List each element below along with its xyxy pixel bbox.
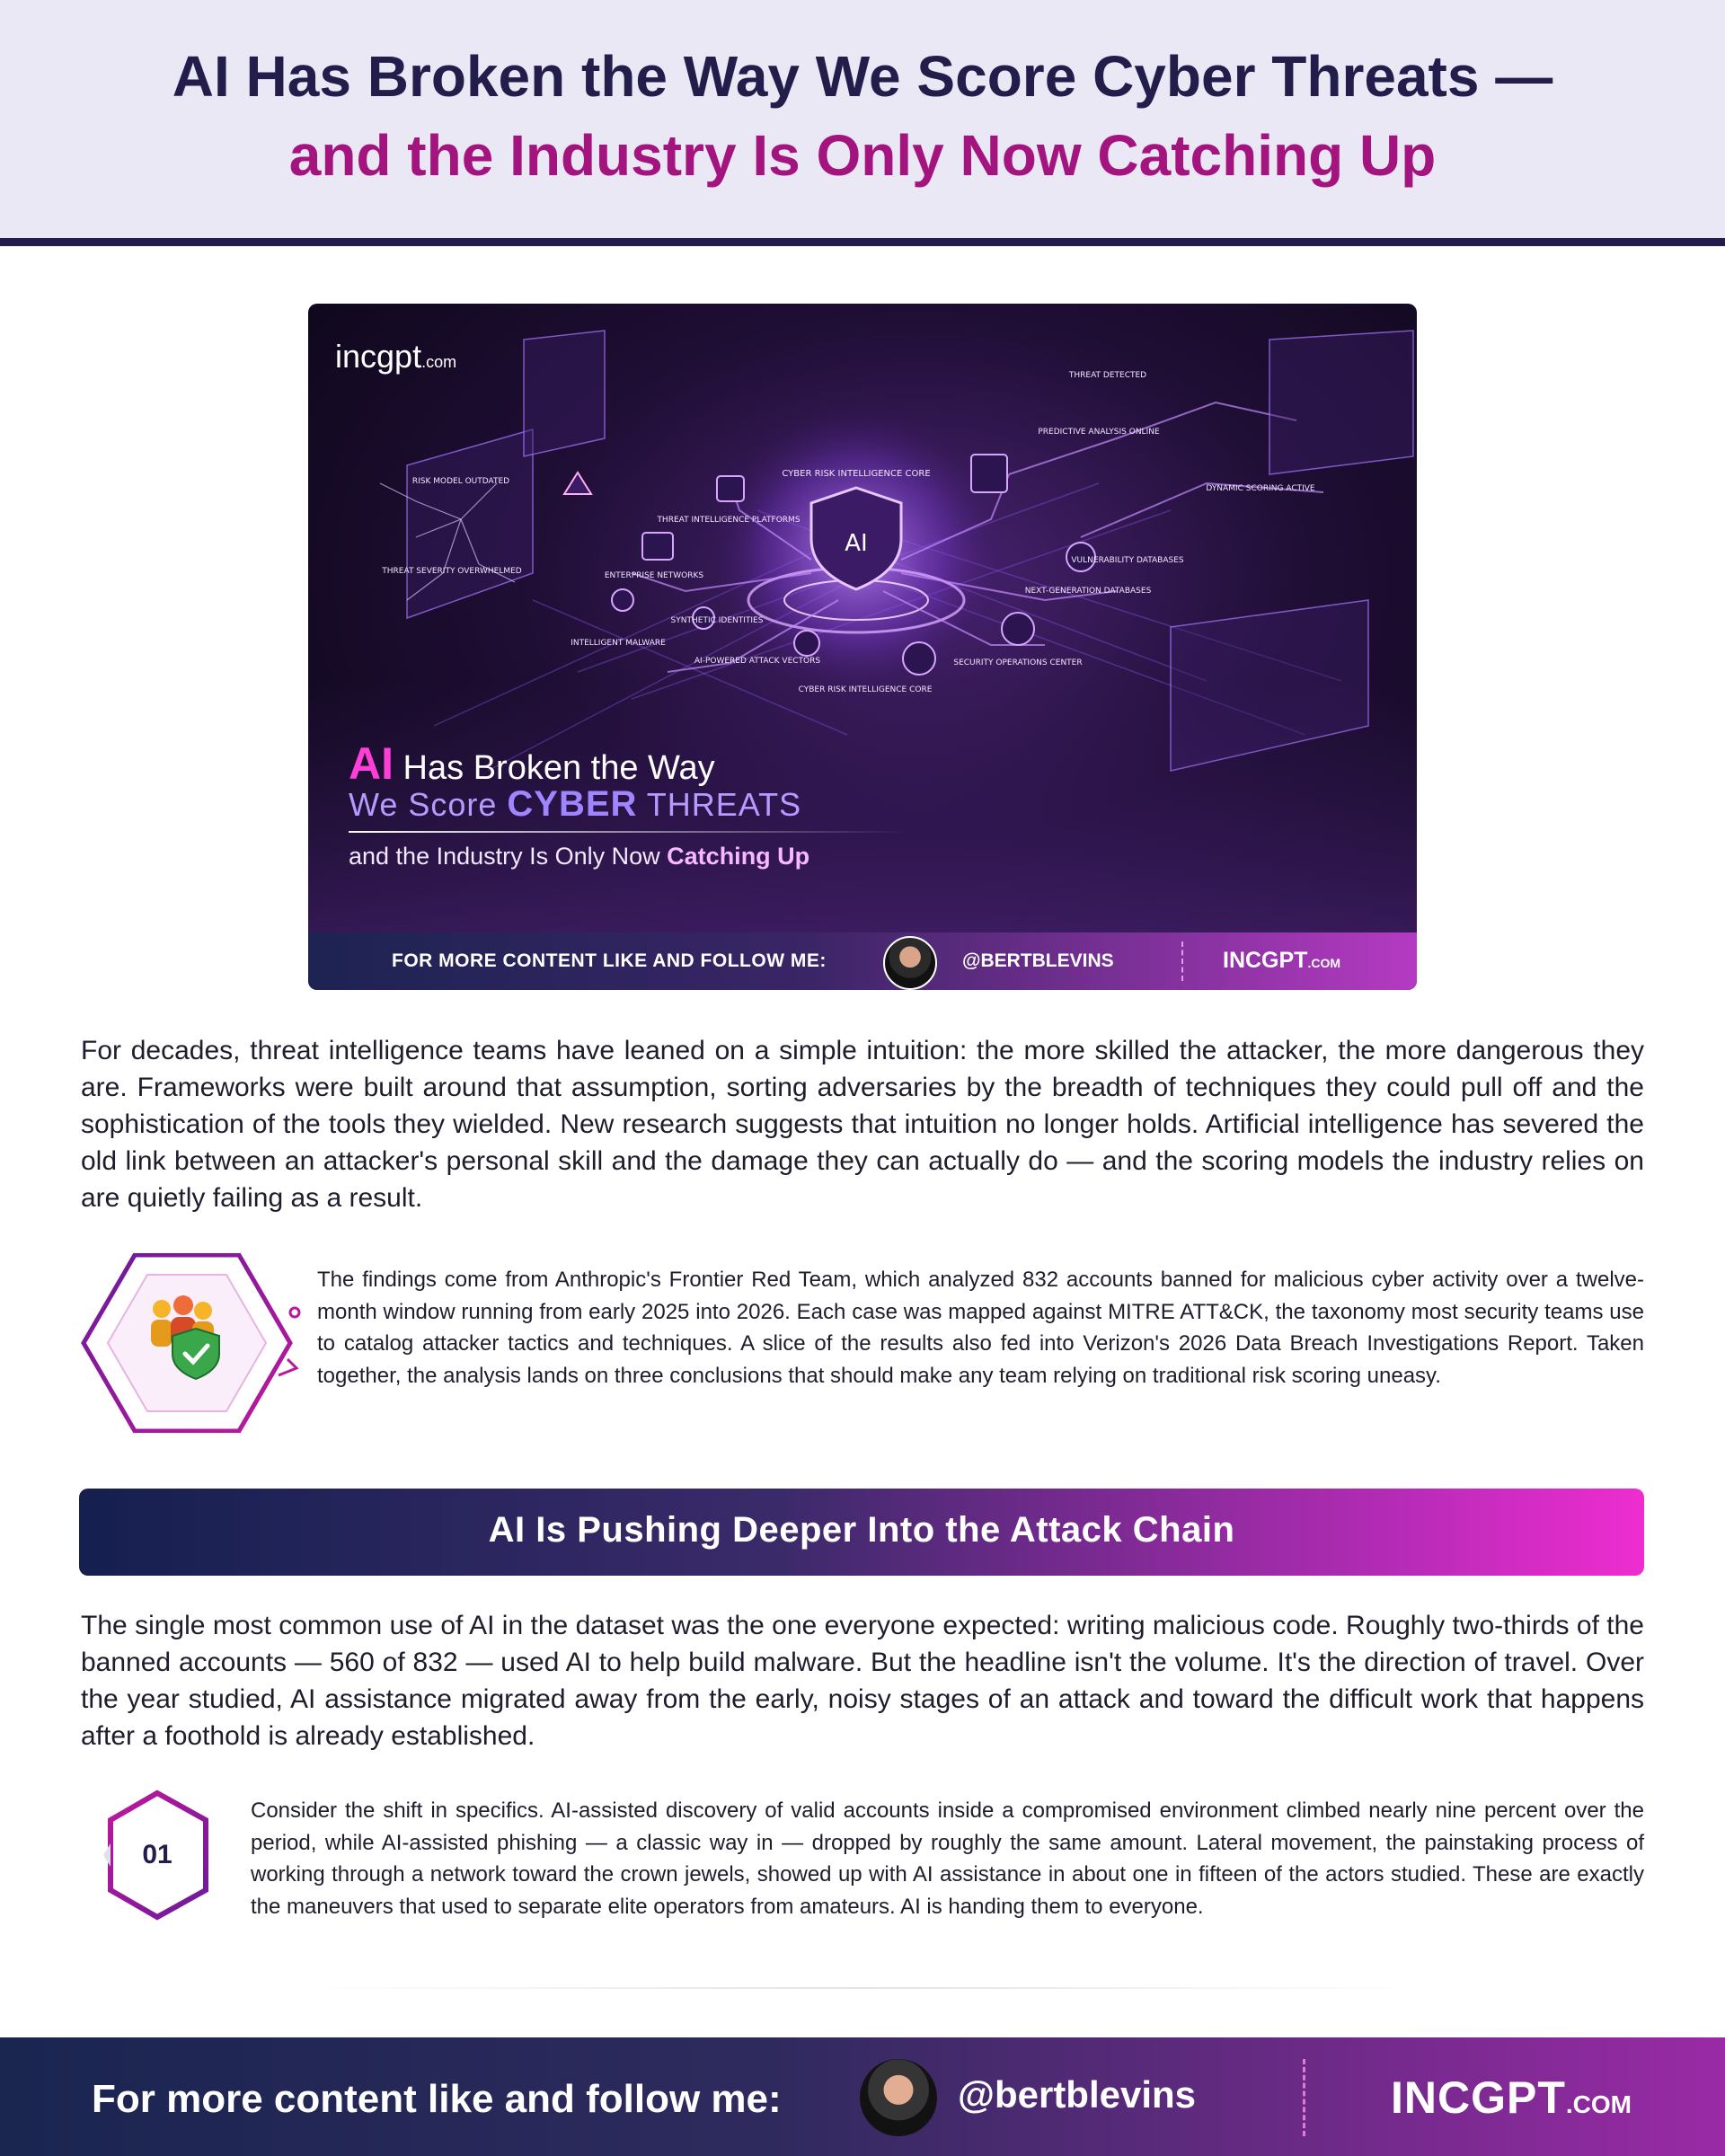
badge-number: 01 — [142, 1840, 172, 1869]
footer-handle-link[interactable]: @bertblevins — [958, 2073, 1197, 2116]
label-dynamic-scoring: DYNAMIC SCORING ACTIVE — [1206, 484, 1315, 493]
footer — [0, 2037, 1725, 2156]
footer-avatar — [860, 2059, 937, 2136]
node-ai-attack — [794, 631, 819, 656]
page-subtitle: and the Industry Is Only Now Catching Up — [288, 123, 1437, 188]
hero-title2-post: THREATS — [637, 786, 802, 823]
findings-paragraph: The findings come from Anthropic's Frontier Red Team, which analyzed 832 accounts banned for malicious cyber activity over a twelve-month window running from early 2025 into 2026. Each case was mapped against MITRE ATT&CK, the taxonomy most security teams use to catalog attacker tactics and techniques. A slice of the results also fed into Verizon's 2026 Data Breach Investigations Report. Taken together, the analysis lands on three conclusions that should make any team relying on traditional risk scoring uneasy. — [317, 1268, 1644, 1388]
hero-brand-text: INCGPT — [1223, 948, 1308, 973]
hero-brand-suffix: .COM — [1307, 956, 1341, 970]
node-malware — [612, 589, 633, 611]
cyber-network-illustration — [308, 304, 1417, 932]
node-soc — [903, 642, 935, 675]
hero-image — [308, 304, 1417, 990]
label-threat-severity: THREAT SEVERITY OVERWHELMED — [382, 567, 522, 576]
avatar — [883, 936, 937, 990]
node-threat-intel — [717, 476, 744, 501]
node-servers — [971, 455, 1007, 492]
hero-title-line2 — [349, 784, 801, 825]
label-core: CYBER RISK INTELLIGENCE CORE — [782, 469, 931, 479]
label-vuln-db: VULNERABILITY DATABASES — [1071, 556, 1184, 565]
footer-separator — [1303, 2059, 1305, 2136]
page-title: AI Has Broken the Way We Score Cyber Threats — — [172, 44, 1553, 109]
hero-handle[interactable]: @BERTBLEVINS — [962, 950, 1114, 971]
section-banner — [79, 1489, 1644, 1576]
core-ai-label: AI — [845, 530, 868, 557]
label-predictive: PREDICTIVE ANALYSIS ONLINE — [1038, 428, 1160, 437]
label-ai-attack: AI-POWERED ATTACK VECTORS — [694, 657, 821, 666]
label-synthetic: SYNTHETIC IDENTITIES — [670, 616, 764, 625]
footer-brand-text: INCGPT — [1391, 2072, 1566, 2123]
label-enterprise: ENTERPRISE NETWORKS — [604, 571, 704, 580]
label-threat-platforms: THREAT INTELLIGENCE PLATFORMS — [657, 516, 801, 525]
label-threat-detected: THREAT DETECTED — [1068, 371, 1147, 380]
hero-title-ai: AI — [349, 738, 394, 789]
hero-title2-pre: We Score — [349, 786, 508, 823]
footer-follow-text: For more content like and follow me: — [92, 2077, 782, 2121]
users-shield-icon — [79, 1253, 304, 1433]
hero-brand[interactable] — [1223, 948, 1340, 974]
hero-title2-bold: CYBER — [507, 784, 638, 824]
warning-icon — [564, 473, 591, 494]
hero-subtitle-pre: and the Industry Is Only Now — [349, 843, 668, 870]
hero-logo — [335, 338, 456, 376]
attack-chain-paragraph: The single most common use of AI in the dataset was the one everyone expected: writing malicious code. Roughly two-thirds of the banned accounts — 560 of 832 — used AI to help build malware. But the headline isn't the volume. It's the direction of travel. Over the year studied, AI assistance migrated away from the early, noisy stages of an attack and toward the difficult work that happens after a foothold is already established. — [81, 1611, 1644, 1751]
section-title: AI Is Pushing Deeper Into the Attack Chain — [488, 1510, 1235, 1550]
hero-follow-text: FOR MORE CONTENT LIKE AND FOLLOW ME: — [392, 950, 827, 971]
label-soc: SECURITY OPERATIONS CENTER — [953, 658, 1083, 667]
section-divider — [296, 1987, 1429, 1989]
label-malware: INTELLIGENT MALWARE — [571, 639, 666, 648]
hero-logo-suffix: .com — [421, 353, 457, 371]
hero-follow-bar — [308, 932, 1417, 990]
page-header — [0, 0, 1725, 238]
shift-paragraph: Consider the shift in specifics. AI-assisted discovery of valid accounts inside a compromised environment climbed nearly nine percent over the period, while AI-assisted phishing — a classic way in — dropped by roughly the same amount. Lateral movement, the painstaking process of working through a network toward the crown jewels, showed up with AI assistance in about one in fifteen of the actors studied. These are exactly the maneuvers that used to separate elite operators from amateurs. AI is handing them to everyone. — [251, 1798, 1644, 1919]
hero-title-line1 — [349, 738, 715, 790]
hero-subtitle — [349, 843, 809, 870]
header-divider — [0, 238, 1725, 246]
footer-brand-suffix: .COM — [1565, 2090, 1632, 2118]
intro-paragraph: For decades, threat intelligence teams have leaned on a simple intuition: the more skilled the attacker, the more dangerous they are. Frameworks were built around that assumption, sorting adversaries by the breadth of techniques they could pull off and the sophistication of the tools they wielded. New research suggests that intuition no longer holds. Artificial intelligence has severed the old link between an attacker's personal skill and the damage they can actually do — and the scoring models the industry relies on are quietly failing as a result. — [81, 1036, 1644, 1213]
label-nextgen-db: NEXT-GENERATION DATABASES — [1024, 587, 1152, 596]
node-nextgen-db — [1002, 613, 1034, 645]
hero-bar-separator — [1181, 941, 1183, 981]
label-risk-model: RISK MODEL OUTDATED — [411, 477, 510, 486]
hero-subtitle-bold: Catching Up — [667, 843, 810, 870]
node-enterprise-networks — [642, 533, 673, 560]
footer-brand-link[interactable] — [1391, 2072, 1632, 2124]
hero-divider — [349, 831, 906, 833]
hero-logo-text: incgpt — [335, 338, 422, 375]
hero-title-rest: Has Broken the Way — [394, 749, 715, 787]
